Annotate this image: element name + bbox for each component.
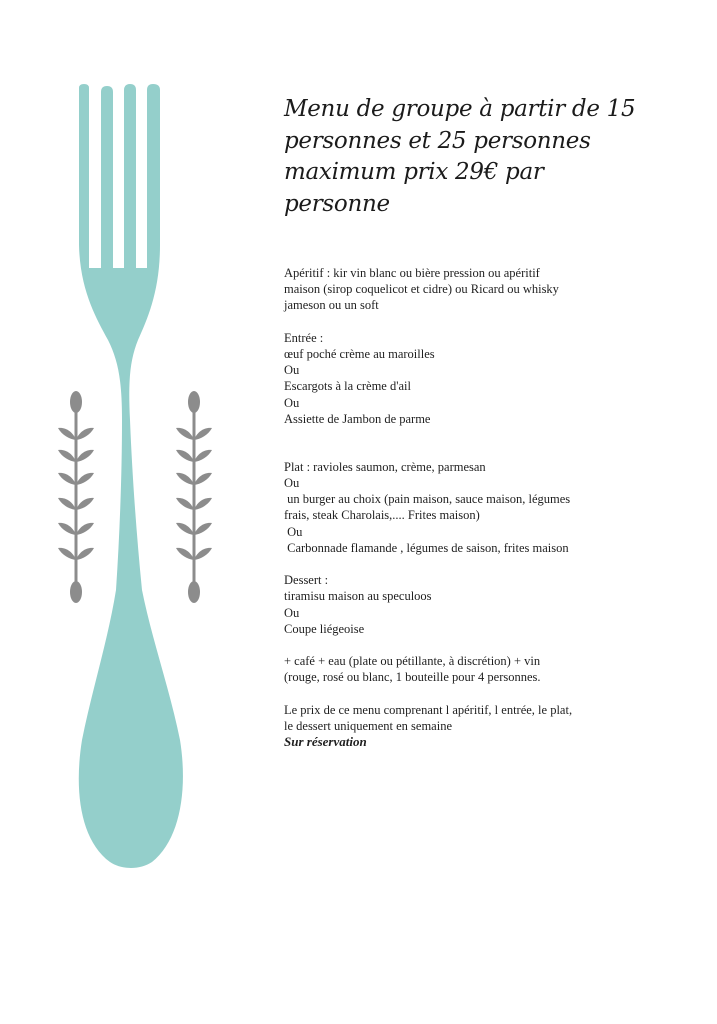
entree-item: Ou: [284, 395, 300, 410]
entree-heading: Entrée :: [284, 330, 324, 345]
title-line: personnes et 25 personnes: [284, 127, 591, 154]
title-line: Menu de groupe à partir de 15: [284, 96, 636, 122]
fork-illustration: [0, 0, 260, 1024]
plat-item: Carbonnade flamande , légumes de saison, frites maison: [284, 540, 569, 555]
footer-note-line: Le prix de ce menu comprenant l apéritif, l entrée, le plat,: [284, 702, 573, 717]
menu-body: [284, 265, 704, 750]
fork-icon: [79, 84, 183, 868]
leaf-sprig-icon-left: [58, 391, 94, 603]
aperitif-section: [284, 265, 704, 314]
reservation-note: Sur réservation: [284, 734, 367, 750]
plat-section: [284, 459, 704, 556]
plat-item: Ou: [284, 476, 300, 491]
dessert-heading: Dessert :: [284, 573, 329, 588]
dessert-item: tiramisu maison au speculoos: [284, 589, 432, 604]
aperitif-line: Apéritif : kir vin blanc ou bière pression ou apéritif: [284, 266, 540, 280]
entree-item: Assiette de Jambon de parme: [284, 411, 431, 426]
plat-item: un burger au choix (pain maison, sauce maison, légumes: [284, 492, 571, 507]
dessert-item: Coupe liégeoise: [284, 621, 365, 636]
extras-line: (rouge, rosé ou blanc, 1 bouteille pour 4 personnes.: [284, 670, 541, 685]
title-line: personne: [284, 190, 390, 217]
entree-item: œuf poché crème au maroilles: [284, 346, 435, 361]
menu-title: [284, 94, 704, 220]
entree-item: Ou: [284, 363, 300, 378]
entree-section: [284, 330, 704, 427]
extras-section: [284, 653, 704, 685]
aperitif-line: maison (sirop coquelicot et cidre) ou Ricard ou whisky: [284, 282, 559, 297]
title-line: maximum prix 29€ par: [284, 159, 544, 185]
plat-heading: Plat : ravioles saumon, crème, parmesan: [284, 459, 486, 474]
footer-note: [284, 702, 704, 751]
plat-item: frais, steak Charolais,.... Frites maison): [284, 508, 480, 523]
dessert-item: Ou: [284, 605, 300, 620]
plat-item: Ou: [284, 524, 303, 539]
leaf-sprig-icon-right: [176, 391, 212, 603]
dessert-section: [284, 572, 704, 637]
aperitif-line: jameson ou un soft: [284, 298, 379, 313]
footer-note-line: le dessert uniquement en semaine: [284, 718, 452, 733]
entree-item: Escargots à la crème d'ail: [284, 379, 411, 394]
extras-line: + café + eau (plate ou pétillante, à discrétion) + vin: [284, 654, 541, 669]
